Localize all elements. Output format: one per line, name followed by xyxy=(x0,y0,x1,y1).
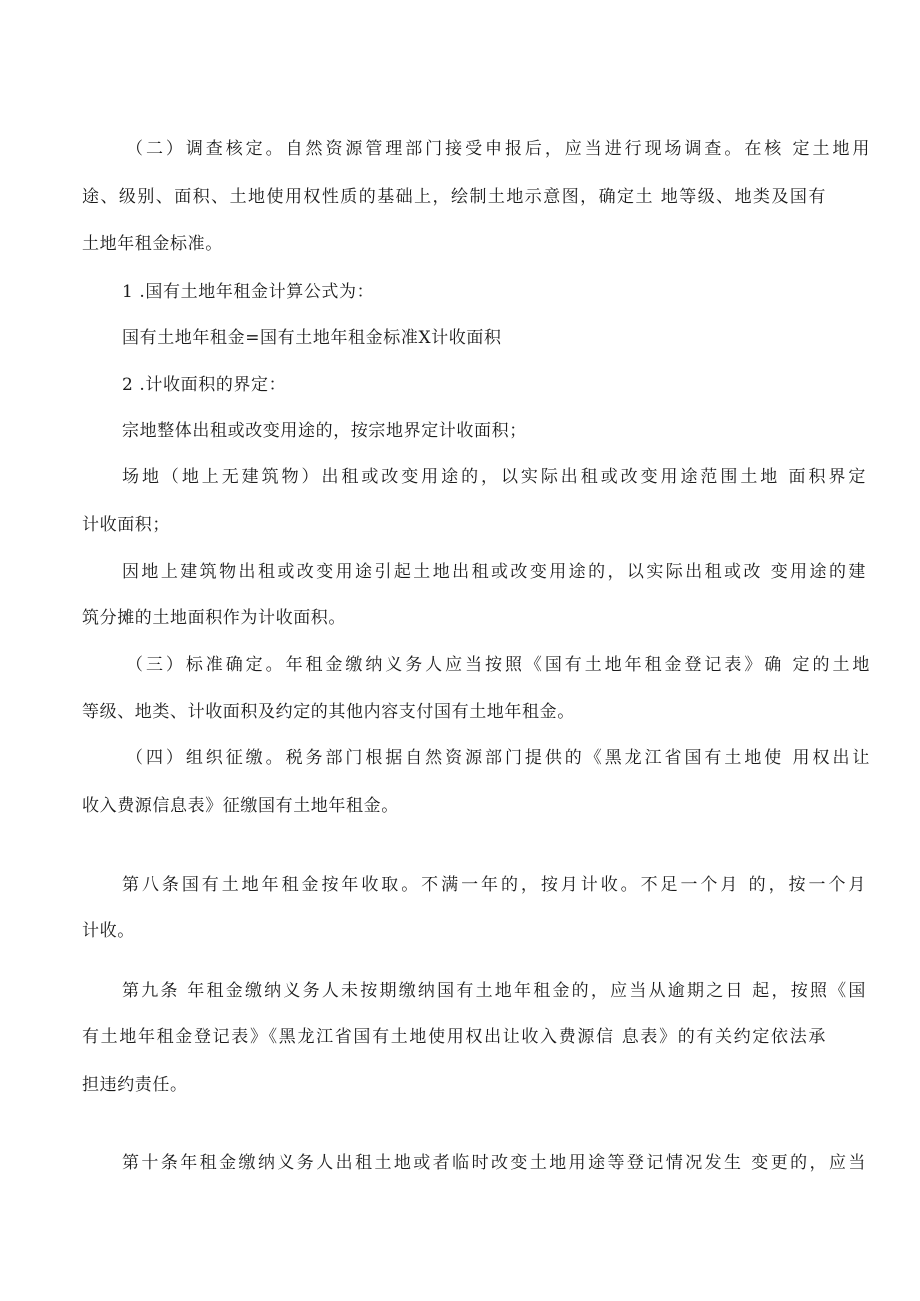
para-4-line-1: （四）组织征缴。税务部门根据自然资源部门提供的《黑龙江省国有土地使 用权出让 xyxy=(126,748,870,768)
para-3-line-1: （三）标准确定。年租金缴纳义务人应当按照《国有土地年租金登记表》确 定的土地 xyxy=(126,655,870,675)
para-2-line-1: （二）调查核定。自然资源管理部门接受申报后，应当进行现场调查。在核 定土地用 xyxy=(126,139,870,159)
para-2-line-3: 土地年租金标准。 xyxy=(82,234,223,254)
article-9-line-2: 有土地年租金登记表》《黑龙江省国有土地使用权出让收入费源信 息表》的有关约定依法承 xyxy=(82,1027,826,1047)
para-2-line-2: 途、级别、面积、土地使用权性质的基础上，绘制土地示意图，确定土 地等级、地类及国有 xyxy=(82,187,826,207)
rule-site-line-2: 计收面积； xyxy=(82,515,170,535)
para-3-line-2: 等级、地类、计收面积及约定的其他内容支付国有土地年租金。 xyxy=(82,702,575,722)
article-8-line-2: 计收。 xyxy=(82,921,135,941)
article-9-line-1: 第九条 年租金缴纳义务人未按期缴纳国有土地年租金的，应当从逾期之日 起，按照《国 xyxy=(122,981,866,1001)
item-1-heading: 1 .国有土地年租金计算公式为： xyxy=(122,282,375,302)
formula-line: 国有土地年租金=国有土地年租金标准X计收面积 xyxy=(122,328,502,348)
item-2-heading: 2 .计收面积的界定： xyxy=(122,375,287,395)
para-4-line-2: 收入费源信息表》征缴国有土地年租金。 xyxy=(82,796,399,816)
article-10-line-1: 第十条年租金缴纳义务人出租土地或者临时改变土地用途等登记情况发生 变更的，应当 xyxy=(122,1153,866,1173)
rule-building-line-2: 筑分摊的土地面积作为计收面积。 xyxy=(82,608,346,628)
rule-parcel-line: 宗地整体出租或改变用途的，按宗地界定计收面积； xyxy=(122,421,527,441)
rule-site-line-1: 场地（地上无建筑物）出租或改变用途的，以实际出租或改变用途范围土地 面积界定 xyxy=(122,467,866,487)
rule-building-line-1: 因地上建筑物出租或改变用途引起土地出租或改变用途的，以实际出租或改 变用途的建 xyxy=(122,562,866,582)
article-8-line-1: 第八条国有土地年租金按年收取。不满一年的，按月计收。不足一个月 的，按一个月 xyxy=(122,875,866,895)
article-9-line-3: 担违约责任。 xyxy=(82,1075,188,1095)
